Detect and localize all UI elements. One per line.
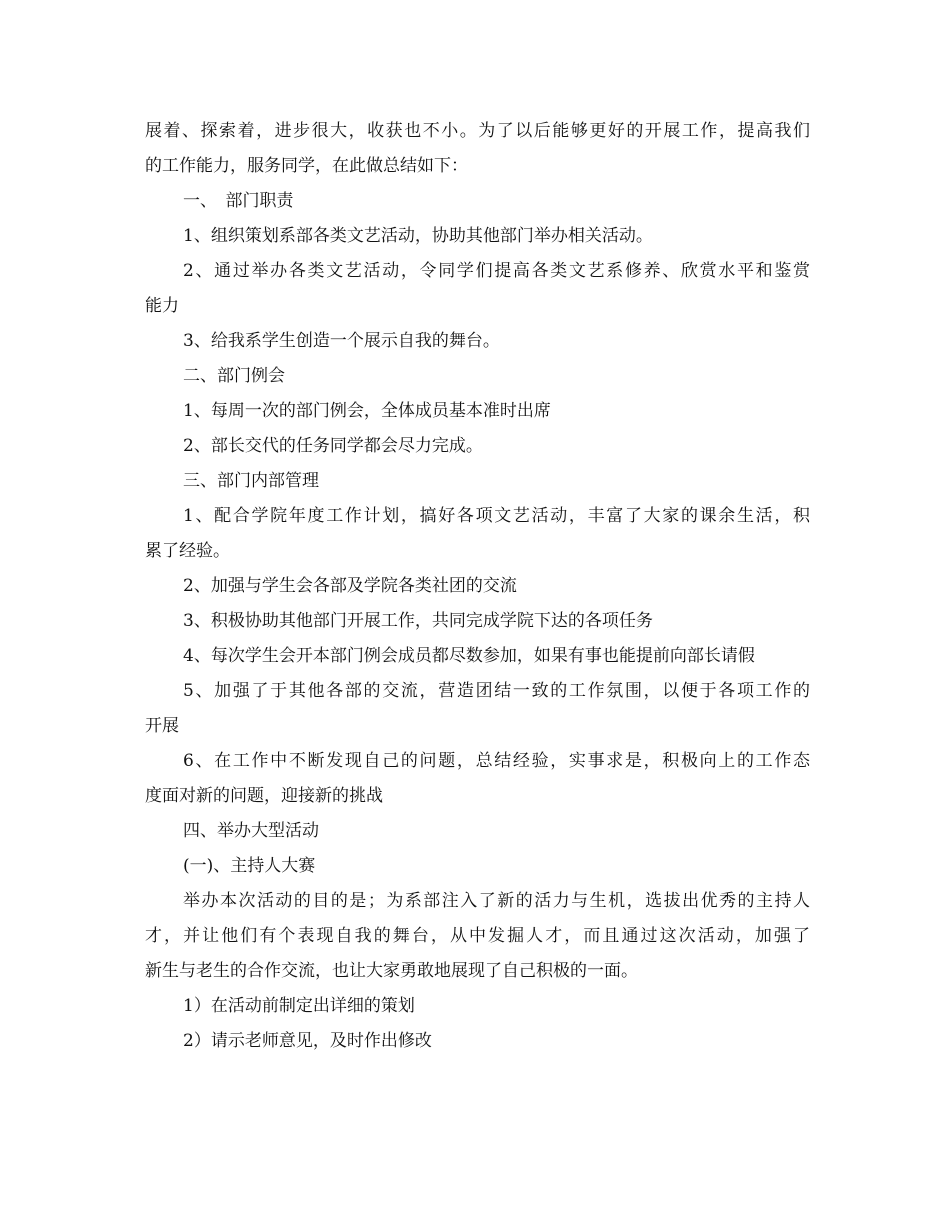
text-line: 2、通过举办各类文艺活动，令同学们提高各类文艺系修养、欣赏水平和鉴赏 — [183, 261, 810, 281]
text-line: 2、部长交代的任务同学都会尽力完成。 — [183, 436, 483, 456]
text-line: 新生与老生的合作交流，也让大家勇敢地展现了自己积极的一面。 — [145, 961, 638, 981]
text-line: 度面对新的问题，迎接新的挑战 — [145, 786, 383, 806]
section-heading: 四、举办大型活动 — [183, 821, 319, 841]
section-heading: 三、部门内部管理 — [183, 471, 319, 491]
text-line: 累了经验。 — [145, 541, 230, 561]
list-item: 1）在活动前制定出详细的策划 — [183, 996, 415, 1016]
text-line: 6、在工作中不断发现自己的问题，总结经验，实事求是，积极向上的工作态 — [183, 751, 810, 771]
text-line: 能力 — [145, 296, 179, 316]
text-line: 的工作能力，服务同学，在此做总结如下： — [145, 156, 468, 176]
text-line: 1、每周一次的部门例会，全体成员基本准时出席 — [183, 401, 551, 421]
section-heading: 一、 部门职责 — [183, 191, 294, 211]
text-line: 开展 — [145, 716, 179, 736]
text-line: 2、加强与学生会各部及学院各类社团的交流 — [183, 576, 517, 596]
text-line: 5、加强了于其他各部的交流，营造团结一致的工作氛围，以便于各项工作的 — [183, 681, 810, 701]
text-line: 举办本次活动的目的是；为系部注入了新的活力与生机，选拔出优秀的主持人 — [183, 891, 810, 911]
subsection-heading: (一)、主持人大赛 — [183, 856, 316, 876]
text-line: 展着、探索着，进步很大，收获也不小。为了以后能够更好的开展工作，提高我们 — [145, 121, 810, 141]
list-item: 2）请示老师意见，及时作出修改 — [183, 1031, 432, 1051]
document-body — [145, 114, 810, 1059]
text-line: 才，并让他们有个表现自我的舞台，从中发掘人才，而且通过这次活动，加强了 — [145, 926, 810, 946]
text-line: 1、组织策划系部各类文艺活动，协助其他部门举办相关活动。 — [183, 226, 653, 246]
text-line: 3、积极协助其他部门开展工作，共同完成学院下达的各项任务 — [183, 611, 653, 631]
section-heading: 二、部门例会 — [183, 366, 285, 386]
text-line: 1、配合学院年度工作计划，搞好各项文艺活动，丰富了大家的课余生活，积 — [183, 506, 810, 526]
text-line: 3、给我系学生创造一个展示自我的舞台。 — [183, 331, 500, 351]
text-line: 4、每次学生会开本部门例会成员都尽数参加，如果有事也能提前向部长请假 — [183, 646, 755, 666]
